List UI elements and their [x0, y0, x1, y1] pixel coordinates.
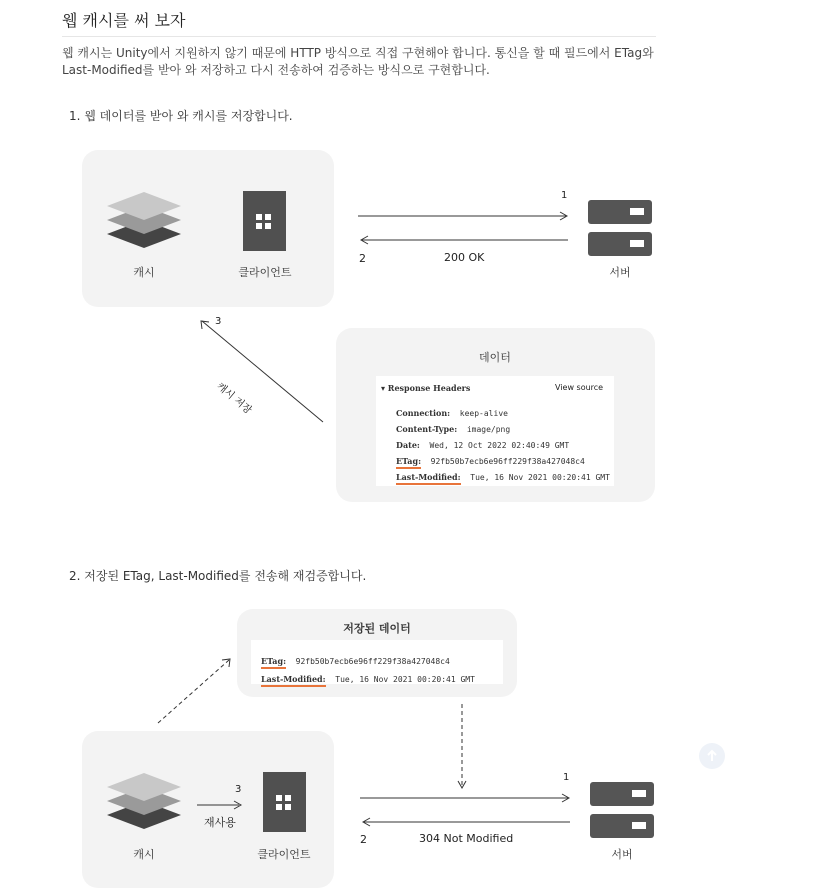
- step2-server-label: 서버: [611, 848, 633, 861]
- stored-etag-row: ETag: 92fb50b7ecb6e96ff229f38a427048c4: [261, 649, 450, 668]
- step1-server-label: 서버: [609, 266, 631, 279]
- response-headers-title: ▾ Response Headers: [381, 383, 471, 393]
- scroll-to-top-button[interactable]: [699, 743, 725, 769]
- step1-save-arrow: [198, 318, 326, 424]
- view-source-link[interactable]: View source: [555, 383, 604, 392]
- reuse-arrow: [197, 800, 243, 810]
- stored-last-modified-row: Last-Modified: Tue, 16 Nov 2021 00:20:41 GMT: [261, 667, 475, 686]
- step1-arrow3-label: 캐시 저장: [214, 381, 254, 417]
- step1-client-label: 클라이언트: [238, 266, 292, 279]
- reuse-label: 재사용: [204, 816, 236, 829]
- step1-data-title: 데이터: [479, 351, 511, 364]
- header-row-last-modified: Last-Modified: Tue, 16 Nov 2021 00:20:41 GMT: [396, 465, 610, 484]
- header-row: Connection: keep-alive: [396, 408, 508, 418]
- step1-arrow3-number: 3: [215, 316, 222, 327]
- step1-arrow2-label: 200 OK: [444, 251, 485, 264]
- cache-layers-icon: [105, 188, 183, 256]
- arrow-up-icon: [699, 743, 725, 769]
- step2-arrow1-number: 1: [563, 772, 570, 783]
- header-row: Content-Type: image/png: [396, 424, 511, 434]
- step1-cache-label: 캐시: [133, 266, 155, 279]
- step2-cache-label: 캐시: [133, 848, 155, 861]
- header-row-etag: ETag: 92fb50b7ecb6e96ff229f38a427048c4: [396, 449, 585, 468]
- section-heading: 웹 캐시를 써 보자: [62, 11, 186, 30]
- cache-to-stored-dashed-arrow: [155, 655, 235, 725]
- heading-divider: [62, 36, 656, 37]
- stored-data-title: 저장된 데이터: [343, 622, 411, 635]
- response-headers-box: [376, 376, 614, 486]
- step1-title: 1. 웹 데이터를 받아 와 캐시를 저장합니다.: [69, 109, 293, 123]
- intro-paragraph: 웹 캐시는 Unity에서 지원하지 않기 때문에 HTTP 방식으로 직접 구현해야 합니다. 통신을 할 때 필드에서 ETag와 Last-Modified를 받아 와 저장하고 다시 전송하여 검증하는 방식으로 구현합니다.: [62, 46, 654, 77]
- step2-request-arrows: [360, 790, 574, 830]
- stored-headers-box: [251, 640, 503, 684]
- step1-arrow2-number: 2: [359, 252, 366, 265]
- step2-arrow2-label: 304 Not Modified: [419, 832, 514, 845]
- step2-client-label: 클라이언트: [257, 848, 311, 861]
- cache-layers-icon: [105, 769, 183, 837]
- stored-to-request-dashed-arrow: [455, 702, 469, 790]
- client-building-icon: [243, 191, 286, 251]
- reuse-number: 3: [235, 784, 242, 795]
- step2-arrow2-number: 2: [360, 833, 367, 846]
- client-building-icon: [263, 772, 306, 832]
- step2-title: 2. 저장된 ETag, Last-Modified를 전송해 재검증합니다.: [69, 569, 367, 583]
- step1-request-arrows: [358, 208, 572, 248]
- header-row: Date: Wed, 12 Oct 2022 02:40:49 GMT: [396, 440, 570, 450]
- step1-arrow1-number: 1: [561, 190, 568, 201]
